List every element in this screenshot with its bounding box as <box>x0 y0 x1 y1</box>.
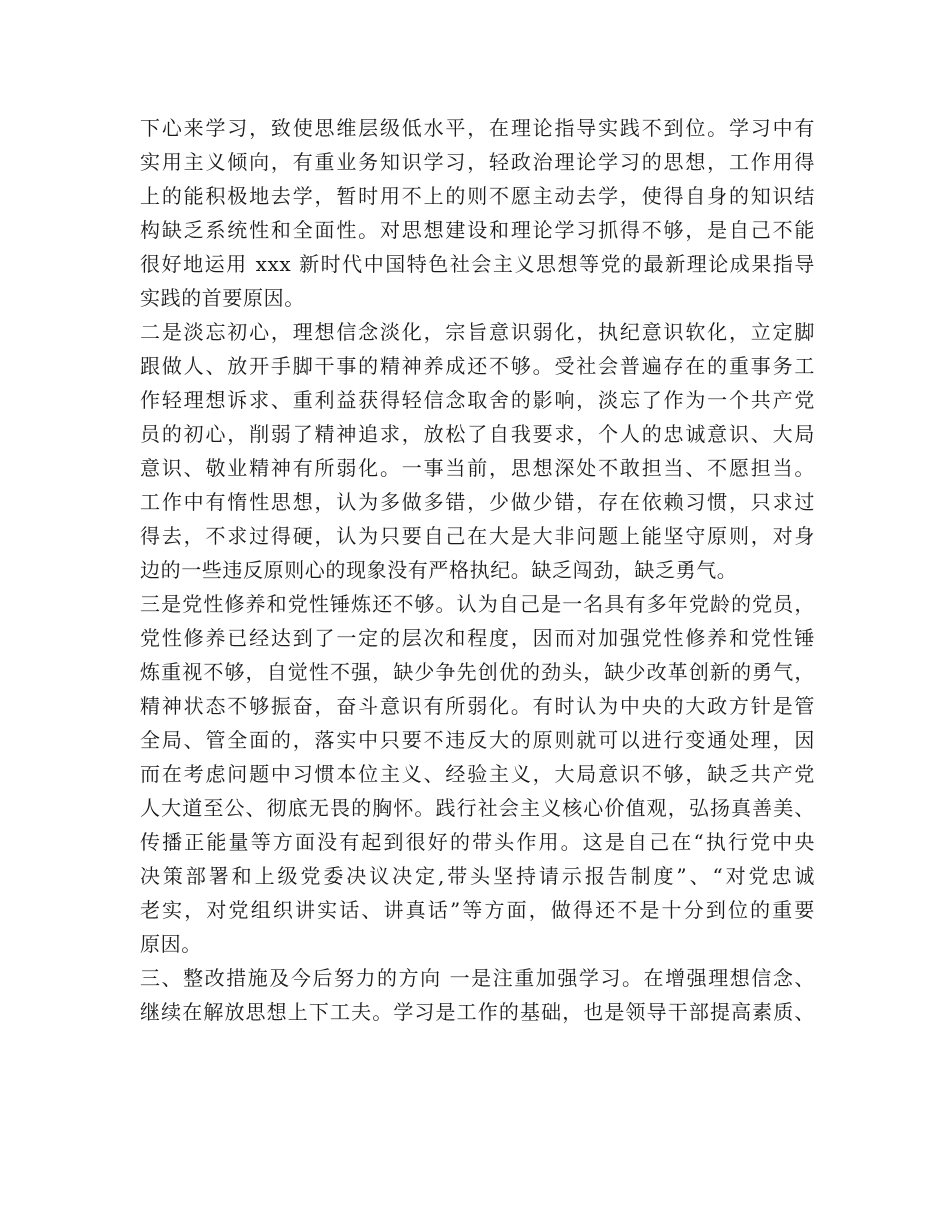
document-body <box>140 111 815 1029</box>
text-line: 跟做人、放开手脚干事的精神养成还不够。受社会普遍存在的重事务工 <box>140 354 815 378</box>
text-line: 意识、敬业精神有所弱化。一事当前，思想深处不敢担当、不愿担当。 <box>140 456 815 480</box>
text-line: 传播正能量等方面没有起到很好的带头作用。这是自己在“执行党中央 <box>140 830 815 854</box>
text-line: 决策部署和上级党委决议决定,带头坚持请示报告制度”、“对党忠诚 <box>140 864 815 888</box>
text-line: 三、整改措施及今后努力的方向 一是注重加强学习。在增强理想信念、 <box>140 966 815 990</box>
text-line: 原因。 <box>140 932 202 956</box>
text-line: 很好地运用 xxx 新时代中国特色社会主义思想等党的最新理论成果指导 <box>140 252 815 276</box>
text-line: 而在考虑问题中习惯本位主义、经验主义，大局意识不够，缺乏共产党 <box>140 762 815 786</box>
text-line: 实践的首要原因。 <box>140 286 305 310</box>
text-line: 炼重视不够，自觉性不强，缺少争先创优的劲头，缺少改革创新的勇气， <box>140 660 815 684</box>
text-line: 精神状态不够振奋，奋斗意识有所弱化。有时认为中央的大政方针是管 <box>140 694 815 718</box>
text-line: 上的能积极地去学，暂时用不上的则不愿主动去学，使得自身的知识结 <box>140 184 815 208</box>
text-line: 人大道至公、彻底无畏的胸怀。践行社会主义核心价值观，弘扬真善美、 <box>140 796 815 820</box>
text-line: 老实，对党组织讲实话、讲真话”等方面，做得还不是十分到位的重要 <box>140 898 815 922</box>
text-line: 二是淡忘初心，理想信念淡化，宗旨意识弱化，执纪意识软化，立定脚 <box>140 320 815 344</box>
text-line: 实用主义倾向，有重业务知识学习，轻政治理论学习的思想，工作用得 <box>140 150 815 174</box>
text-line: 三是党性修养和党性锤炼还不够。认为自己是一名具有多年党龄的党员， <box>140 592 815 616</box>
text-line: 全局、管全面的，落实中只要不违反大的原则就可以进行变通处理，因 <box>140 728 815 752</box>
text-line: 下心来学习，致使思维层级低水平，在理论指导实践不到位。学习中有 <box>140 116 815 140</box>
text-line: 边的一些违反原则心的现象没有严格执纪。缺乏闯劲，缺乏勇气。 <box>140 558 738 582</box>
text-line: 员的初心，削弱了精神追求，放松了自我要求，个人的忠诚意识、大局 <box>140 422 815 446</box>
text-line: 得去，不求过得硬，认为只要自己在大是大非问题上能坚守原则，对身 <box>140 524 815 548</box>
text-line: 继续在解放思想上下工夫。学习是工作的基础，也是领导干部提高素质、 <box>140 1000 815 1024</box>
text-line: 构缺乏系统性和全面性。对思想建设和理论学习抓得不够，是自己不能 <box>140 218 815 242</box>
text-line: 作轻理想诉求、重利益获得轻信念取舍的影响，淡忘了作为一个共产党 <box>140 388 815 412</box>
text-line: 党性修养已经达到了一定的层次和程度，因而对加强党性修养和党性锤 <box>140 626 815 650</box>
text-line: 工作中有惰性思想，认为多做多错，少做少错，存在依赖习惯，只求过 <box>140 490 815 514</box>
